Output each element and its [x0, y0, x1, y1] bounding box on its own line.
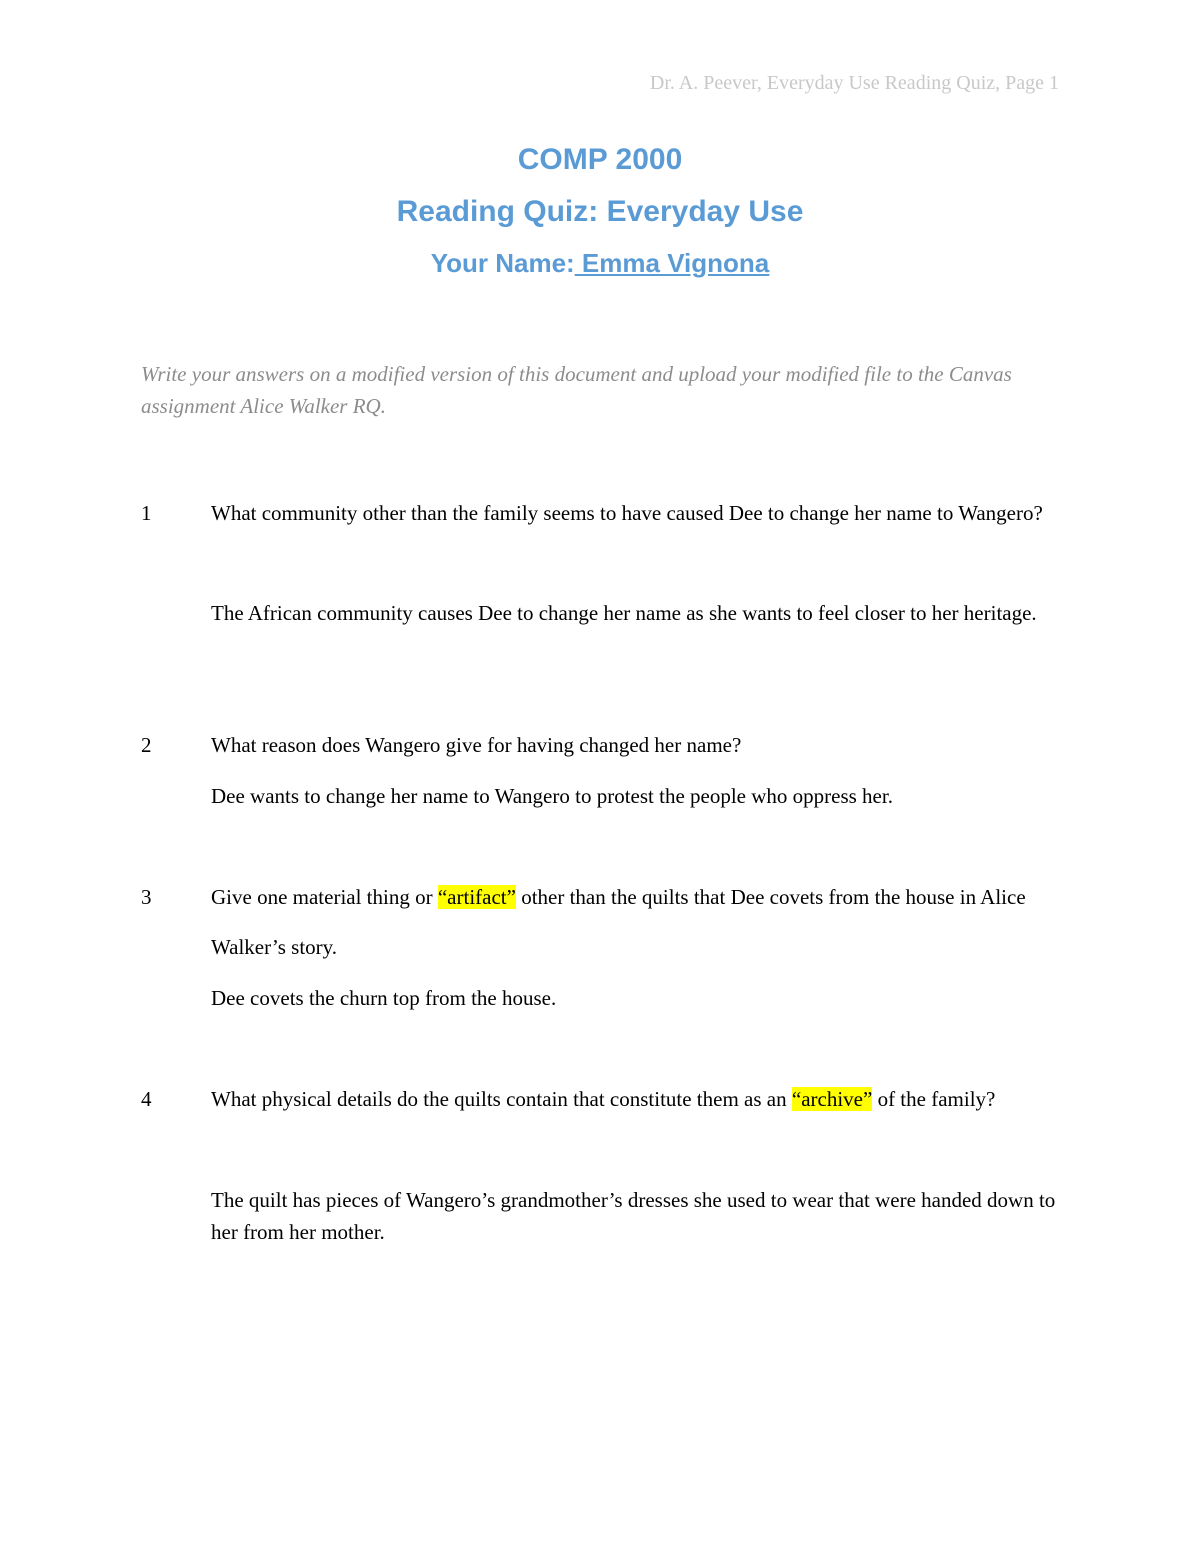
question-text-before: What physical details do the quilts contain that constitute them as an: [211, 1087, 792, 1111]
answer-text: Dee covets the churn top from the house.: [211, 986, 557, 1010]
answer-text: The quilt has pieces of Wangero’s grandmother’s dresses she used to wear that were handed down to her from her mother.: [211, 1188, 1056, 1244]
answer-text: Dee wants to change her name to Wangero to protest the people who oppress her.: [211, 784, 893, 808]
question-text-after: of the family?: [872, 1087, 996, 1111]
quiz-title: Reading Quiz: Everyday Use: [396, 195, 804, 228]
question-text: What community other than the family seems to have caused Dee to change her name to Wangero?: [211, 501, 1043, 525]
question-text: What reason does Wangero give for having changed her name?: [211, 733, 742, 757]
title-block: [0, 140, 1200, 280]
question-number: 3: [141, 885, 152, 909]
question-number: 1: [141, 501, 152, 525]
question-number: 2: [141, 733, 152, 757]
name-line: [0, 246, 1200, 280]
question-text-after: other than the quilts that Dee covets from the house in Alice Walker’s story.: [211, 885, 1026, 959]
instructions: Write your answers on a modified version of this document and upload your modified file to the Canvas assignment Alice Walker RQ.: [141, 362, 1012, 418]
name-label: Your Name:: [430, 248, 575, 278]
answer-text: The African community causes Dee to change her name as she wants to feel closer to her heritage.: [211, 601, 1037, 625]
question-number: 4: [141, 1087, 152, 1111]
highlighted-term: “archive”: [791, 1087, 873, 1111]
question-text: [211, 1074, 1061, 1124]
highlighted-term: “artifact”: [437, 885, 516, 909]
question-text: [211, 872, 1061, 972]
course-title: COMP 2000: [517, 143, 683, 176]
question-text-before: Give one material thing or: [211, 885, 438, 909]
running-header: Dr. A. Peever, Everyday Use Reading Quiz, Page 1: [649, 72, 1059, 94]
name-value: Emma Vignona: [574, 248, 770, 278]
